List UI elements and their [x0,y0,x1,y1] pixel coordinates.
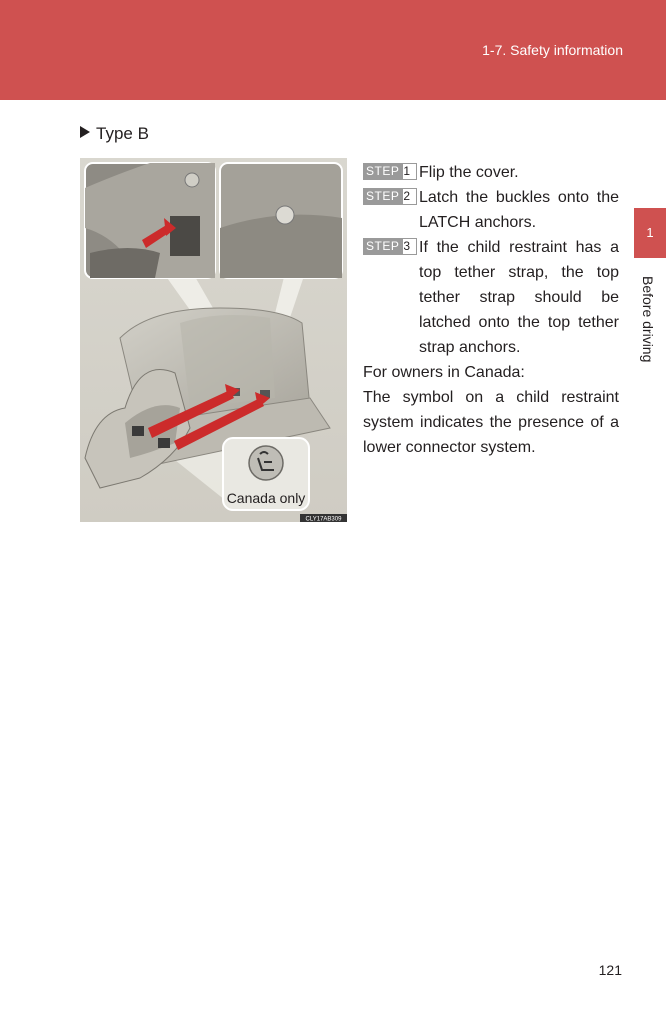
step-2 [363,185,619,235]
step-1 [363,160,619,185]
step-badge: STEP 3 [363,238,417,255]
type-heading [80,124,149,144]
canada-only-label: Canada only [226,490,306,506]
latch-connector-2 [158,438,170,448]
step-badge: STEP 1 [363,163,417,180]
inset-lower-anchor-symbol [276,206,294,224]
child-seat-illustration [80,158,347,522]
type-heading-text: Type B [96,124,149,143]
figure-code: CLY17AB309 [305,516,342,522]
chapter-label [640,276,658,376]
step-text: Flip the cover. [419,164,519,181]
step-text: If the child restraint has a top tether strap, the top tether strap should be latched onto the top tether strap anchors. [419,239,619,356]
canada-text: The symbol on a child restraint system indicates the presence of a lower connector system. [363,389,619,456]
section-title: 1-7. Safety information [482,42,623,58]
triangle-bullet-icon [80,126,90,138]
step-badge: STEP 2 [363,188,417,205]
instructions [363,160,619,460]
chapter-tab[interactable] [634,208,666,258]
canada-intro: For owners in Canada: [363,364,525,381]
step-3 [363,235,619,360]
chapter-label-text: Before driving [640,276,656,363]
illustration-svg [80,158,347,522]
step-text: Latch the buckles onto the LATCH anchors. [419,189,619,231]
latch-connector-1 [132,426,144,436]
chapter-number: 1 [646,225,654,240]
page-number: 121 [598,962,622,978]
header-bar [0,0,666,100]
